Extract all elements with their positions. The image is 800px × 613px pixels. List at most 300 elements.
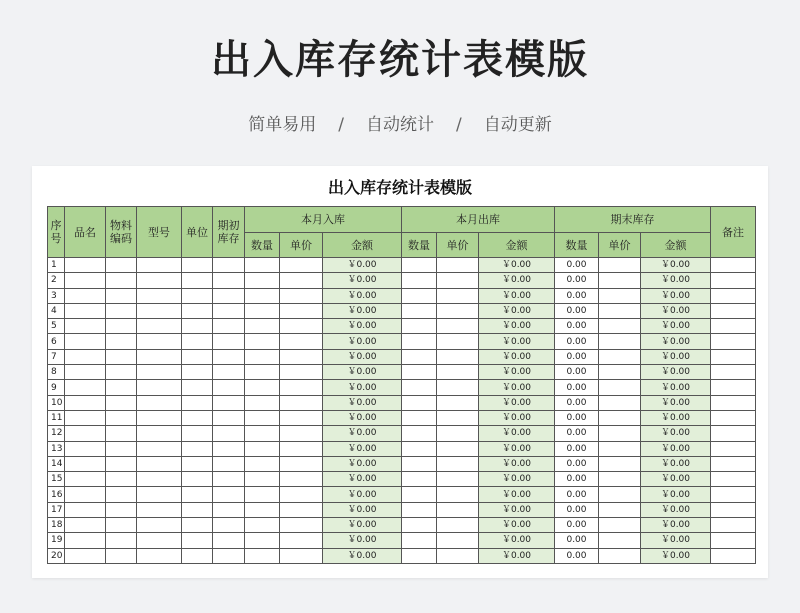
cell-code[interactable]: [106, 426, 137, 441]
cell-remark[interactable]: [711, 456, 756, 471]
cell-code[interactable]: [106, 502, 137, 517]
cell-unit[interactable]: [182, 303, 213, 318]
cell-model[interactable]: [137, 487, 182, 502]
cell-seq[interactable]: 12: [48, 426, 65, 441]
cell-out-price[interactable]: [437, 518, 479, 533]
cell-out-amount[interactable]: ￥0.00: [479, 395, 555, 410]
cell-model[interactable]: [137, 365, 182, 380]
cell-unit[interactable]: [182, 334, 213, 349]
cell-in-amount[interactable]: ￥0.00: [323, 288, 402, 303]
cell-out-price[interactable]: [437, 533, 479, 548]
cell-end-price[interactable]: [599, 502, 641, 517]
cell-opening[interactable]: [213, 349, 245, 364]
cell-seq[interactable]: 11: [48, 410, 65, 425]
cell-end-amount[interactable]: ￥0.00: [641, 380, 711, 395]
cell-opening[interactable]: [213, 365, 245, 380]
cell-opening[interactable]: [213, 288, 245, 303]
cell-end-amount[interactable]: ￥0.00: [641, 441, 711, 456]
cell-in-qty[interactable]: [245, 410, 280, 425]
cell-out-qty[interactable]: [402, 365, 437, 380]
cell-name[interactable]: [65, 410, 106, 425]
cell-name[interactable]: [65, 426, 106, 441]
cell-opening[interactable]: [213, 456, 245, 471]
cell-end-amount[interactable]: ￥0.00: [641, 456, 711, 471]
cell-in-qty[interactable]: [245, 533, 280, 548]
cell-in-amount[interactable]: ￥0.00: [323, 303, 402, 318]
cell-seq[interactable]: 6: [48, 334, 65, 349]
cell-unit[interactable]: [182, 472, 213, 487]
cell-end-qty[interactable]: 0.00: [555, 533, 599, 548]
cell-out-amount[interactable]: ￥0.00: [479, 288, 555, 303]
cell-opening[interactable]: [213, 410, 245, 425]
cell-code[interactable]: [106, 380, 137, 395]
cell-out-amount[interactable]: ￥0.00: [479, 380, 555, 395]
cell-end-amount[interactable]: ￥0.00: [641, 395, 711, 410]
cell-in-price[interactable]: [280, 487, 323, 502]
cell-in-qty[interactable]: [245, 456, 280, 471]
cell-name[interactable]: [65, 319, 106, 334]
cell-code[interactable]: [106, 273, 137, 288]
cell-name[interactable]: [65, 502, 106, 517]
cell-out-qty[interactable]: [402, 533, 437, 548]
cell-name[interactable]: [65, 518, 106, 533]
cell-in-amount[interactable]: ￥0.00: [323, 426, 402, 441]
cell-end-qty[interactable]: 0.00: [555, 548, 599, 563]
cell-code[interactable]: [106, 472, 137, 487]
cell-in-amount[interactable]: ￥0.00: [323, 533, 402, 548]
cell-unit[interactable]: [182, 380, 213, 395]
cell-remark[interactable]: [711, 472, 756, 487]
cell-end-amount[interactable]: ￥0.00: [641, 426, 711, 441]
cell-unit[interactable]: [182, 319, 213, 334]
cell-remark[interactable]: [711, 380, 756, 395]
cell-out-price[interactable]: [437, 288, 479, 303]
cell-model[interactable]: [137, 410, 182, 425]
cell-opening[interactable]: [213, 518, 245, 533]
cell-out-price[interactable]: [437, 258, 479, 273]
cell-out-qty[interactable]: [402, 487, 437, 502]
cell-in-price[interactable]: [280, 472, 323, 487]
cell-out-amount[interactable]: ￥0.00: [479, 349, 555, 364]
cell-seq[interactable]: 1: [48, 258, 65, 273]
cell-out-qty[interactable]: [402, 349, 437, 364]
cell-unit[interactable]: [182, 426, 213, 441]
cell-code[interactable]: [106, 533, 137, 548]
cell-remark[interactable]: [711, 273, 756, 288]
cell-out-price[interactable]: [437, 548, 479, 563]
cell-end-amount[interactable]: ￥0.00: [641, 518, 711, 533]
cell-in-price[interactable]: [280, 319, 323, 334]
cell-in-qty[interactable]: [245, 273, 280, 288]
cell-end-qty[interactable]: 0.00: [555, 410, 599, 425]
cell-end-amount[interactable]: ￥0.00: [641, 349, 711, 364]
cell-end-qty[interactable]: 0.00: [555, 365, 599, 380]
cell-end-price[interactable]: [599, 349, 641, 364]
cell-in-qty[interactable]: [245, 334, 280, 349]
cell-remark[interactable]: [711, 487, 756, 502]
cell-in-price[interactable]: [280, 441, 323, 456]
cell-out-qty[interactable]: [402, 273, 437, 288]
cell-end-price[interactable]: [599, 288, 641, 303]
cell-end-amount[interactable]: ￥0.00: [641, 258, 711, 273]
cell-in-amount[interactable]: ￥0.00: [323, 410, 402, 425]
cell-in-amount[interactable]: ￥0.00: [323, 334, 402, 349]
cell-opening[interactable]: [213, 303, 245, 318]
cell-in-amount[interactable]: ￥0.00: [323, 273, 402, 288]
cell-end-amount[interactable]: ￥0.00: [641, 472, 711, 487]
cell-code[interactable]: [106, 456, 137, 471]
cell-end-qty[interactable]: 0.00: [555, 487, 599, 502]
cell-code[interactable]: [106, 441, 137, 456]
cell-unit[interactable]: [182, 441, 213, 456]
cell-remark[interactable]: [711, 288, 756, 303]
cell-name[interactable]: [65, 349, 106, 364]
cell-end-price[interactable]: [599, 518, 641, 533]
cell-in-qty[interactable]: [245, 487, 280, 502]
cell-end-amount[interactable]: ￥0.00: [641, 548, 711, 563]
cell-in-amount[interactable]: ￥0.00: [323, 548, 402, 563]
cell-seq[interactable]: 17: [48, 502, 65, 517]
cell-out-qty[interactable]: [402, 426, 437, 441]
cell-remark[interactable]: [711, 410, 756, 425]
cell-model[interactable]: [137, 319, 182, 334]
cell-in-qty[interactable]: [245, 502, 280, 517]
cell-remark[interactable]: [711, 258, 756, 273]
cell-end-price[interactable]: [599, 456, 641, 471]
cell-unit[interactable]: [182, 487, 213, 502]
cell-out-qty[interactable]: [402, 258, 437, 273]
cell-out-amount[interactable]: ￥0.00: [479, 502, 555, 517]
cell-model[interactable]: [137, 334, 182, 349]
cell-in-qty[interactable]: [245, 365, 280, 380]
cell-in-amount[interactable]: ￥0.00: [323, 472, 402, 487]
cell-name[interactable]: [65, 441, 106, 456]
cell-out-price[interactable]: [437, 273, 479, 288]
cell-in-price[interactable]: [280, 380, 323, 395]
cell-end-price[interactable]: [599, 548, 641, 563]
cell-out-amount[interactable]: ￥0.00: [479, 258, 555, 273]
cell-end-price[interactable]: [599, 334, 641, 349]
cell-in-price[interactable]: [280, 395, 323, 410]
cell-end-amount[interactable]: ￥0.00: [641, 288, 711, 303]
cell-model[interactable]: [137, 288, 182, 303]
cell-name[interactable]: [65, 472, 106, 487]
cell-in-qty[interactable]: [245, 472, 280, 487]
cell-name[interactable]: [65, 273, 106, 288]
cell-end-price[interactable]: [599, 426, 641, 441]
cell-model[interactable]: [137, 258, 182, 273]
cell-remark[interactable]: [711, 441, 756, 456]
cell-in-price[interactable]: [280, 426, 323, 441]
cell-remark[interactable]: [711, 518, 756, 533]
cell-in-amount[interactable]: ￥0.00: [323, 395, 402, 410]
cell-out-qty[interactable]: [402, 303, 437, 318]
cell-in-qty[interactable]: [245, 258, 280, 273]
cell-unit[interactable]: [182, 533, 213, 548]
cell-name[interactable]: [65, 258, 106, 273]
cell-code[interactable]: [106, 334, 137, 349]
cell-end-price[interactable]: [599, 395, 641, 410]
cell-end-price[interactable]: [599, 273, 641, 288]
cell-opening[interactable]: [213, 426, 245, 441]
cell-out-qty[interactable]: [402, 334, 437, 349]
cell-model[interactable]: [137, 548, 182, 563]
cell-model[interactable]: [137, 441, 182, 456]
cell-seq[interactable]: 19: [48, 533, 65, 548]
cell-in-price[interactable]: [280, 456, 323, 471]
cell-end-qty[interactable]: 0.00: [555, 349, 599, 364]
cell-in-qty[interactable]: [245, 303, 280, 318]
cell-end-amount[interactable]: ￥0.00: [641, 410, 711, 425]
cell-opening[interactable]: [213, 487, 245, 502]
cell-end-amount[interactable]: ￥0.00: [641, 319, 711, 334]
cell-seq[interactable]: 20: [48, 548, 65, 563]
cell-end-amount[interactable]: ￥0.00: [641, 273, 711, 288]
cell-out-qty[interactable]: [402, 456, 437, 471]
cell-code[interactable]: [106, 288, 137, 303]
cell-end-price[interactable]: [599, 441, 641, 456]
cell-seq[interactable]: 18: [48, 518, 65, 533]
cell-end-qty[interactable]: 0.00: [555, 441, 599, 456]
cell-name[interactable]: [65, 288, 106, 303]
cell-model[interactable]: [137, 456, 182, 471]
cell-end-price[interactable]: [599, 410, 641, 425]
cell-in-price[interactable]: [280, 349, 323, 364]
cell-opening[interactable]: [213, 472, 245, 487]
cell-opening[interactable]: [213, 548, 245, 563]
cell-model[interactable]: [137, 273, 182, 288]
cell-remark[interactable]: [711, 533, 756, 548]
cell-end-amount[interactable]: ￥0.00: [641, 502, 711, 517]
cell-end-amount[interactable]: ￥0.00: [641, 303, 711, 318]
cell-remark[interactable]: [711, 426, 756, 441]
cell-end-price[interactable]: [599, 380, 641, 395]
cell-end-qty[interactable]: 0.00: [555, 395, 599, 410]
cell-out-amount[interactable]: ￥0.00: [479, 487, 555, 502]
cell-out-price[interactable]: [437, 365, 479, 380]
cell-remark[interactable]: [711, 303, 756, 318]
cell-out-qty[interactable]: [402, 410, 437, 425]
cell-end-price[interactable]: [599, 487, 641, 502]
cell-seq[interactable]: 16: [48, 487, 65, 502]
cell-out-qty[interactable]: [402, 472, 437, 487]
cell-name[interactable]: [65, 380, 106, 395]
cell-opening[interactable]: [213, 441, 245, 456]
cell-code[interactable]: [106, 319, 137, 334]
cell-unit[interactable]: [182, 273, 213, 288]
cell-name[interactable]: [65, 456, 106, 471]
cell-in-amount[interactable]: ￥0.00: [323, 518, 402, 533]
cell-out-price[interactable]: [437, 380, 479, 395]
cell-code[interactable]: [106, 410, 137, 425]
cell-unit[interactable]: [182, 456, 213, 471]
cell-in-price[interactable]: [280, 410, 323, 425]
cell-out-price[interactable]: [437, 487, 479, 502]
cell-opening[interactable]: [213, 334, 245, 349]
cell-in-price[interactable]: [280, 273, 323, 288]
cell-end-qty[interactable]: 0.00: [555, 426, 599, 441]
cell-name[interactable]: [65, 334, 106, 349]
cell-code[interactable]: [106, 518, 137, 533]
cell-opening[interactable]: [213, 380, 245, 395]
cell-unit[interactable]: [182, 518, 213, 533]
cell-code[interactable]: [106, 303, 137, 318]
cell-model[interactable]: [137, 380, 182, 395]
cell-seq[interactable]: 4: [48, 303, 65, 318]
cell-unit[interactable]: [182, 288, 213, 303]
cell-unit[interactable]: [182, 365, 213, 380]
cell-opening[interactable]: [213, 319, 245, 334]
cell-end-amount[interactable]: ￥0.00: [641, 533, 711, 548]
cell-end-amount[interactable]: ￥0.00: [641, 487, 711, 502]
cell-model[interactable]: [137, 472, 182, 487]
cell-end-qty[interactable]: 0.00: [555, 502, 599, 517]
cell-seq[interactable]: 2: [48, 273, 65, 288]
cell-unit[interactable]: [182, 502, 213, 517]
cell-seq[interactable]: 10: [48, 395, 65, 410]
cell-unit[interactable]: [182, 349, 213, 364]
cell-in-price[interactable]: [280, 288, 323, 303]
cell-seq[interactable]: 5: [48, 319, 65, 334]
cell-code[interactable]: [106, 349, 137, 364]
cell-out-qty[interactable]: [402, 502, 437, 517]
cell-end-price[interactable]: [599, 319, 641, 334]
cell-unit[interactable]: [182, 258, 213, 273]
cell-out-qty[interactable]: [402, 288, 437, 303]
cell-out-price[interactable]: [437, 395, 479, 410]
cell-out-amount[interactable]: ￥0.00: [479, 303, 555, 318]
cell-out-qty[interactable]: [402, 395, 437, 410]
cell-end-qty[interactable]: 0.00: [555, 273, 599, 288]
cell-out-amount[interactable]: ￥0.00: [479, 319, 555, 334]
cell-code[interactable]: [106, 548, 137, 563]
cell-remark[interactable]: [711, 349, 756, 364]
cell-out-price[interactable]: [437, 472, 479, 487]
cell-name[interactable]: [65, 487, 106, 502]
cell-remark[interactable]: [711, 548, 756, 563]
cell-in-price[interactable]: [280, 533, 323, 548]
cell-in-qty[interactable]: [245, 441, 280, 456]
cell-end-qty[interactable]: 0.00: [555, 456, 599, 471]
cell-in-qty[interactable]: [245, 288, 280, 303]
cell-in-amount[interactable]: ￥0.00: [323, 380, 402, 395]
cell-model[interactable]: [137, 303, 182, 318]
cell-end-qty[interactable]: 0.00: [555, 319, 599, 334]
cell-out-price[interactable]: [437, 303, 479, 318]
cell-seq[interactable]: 9: [48, 380, 65, 395]
cell-end-qty[interactable]: 0.00: [555, 258, 599, 273]
cell-model[interactable]: [137, 426, 182, 441]
cell-out-qty[interactable]: [402, 380, 437, 395]
cell-out-amount[interactable]: ￥0.00: [479, 441, 555, 456]
cell-opening[interactable]: [213, 395, 245, 410]
cell-name[interactable]: [65, 303, 106, 318]
cell-end-amount[interactable]: ￥0.00: [641, 334, 711, 349]
cell-out-price[interactable]: [437, 441, 479, 456]
cell-in-qty[interactable]: [245, 548, 280, 563]
cell-out-price[interactable]: [437, 426, 479, 441]
cell-out-amount[interactable]: ￥0.00: [479, 410, 555, 425]
cell-out-amount[interactable]: ￥0.00: [479, 518, 555, 533]
cell-seq[interactable]: 15: [48, 472, 65, 487]
cell-end-qty[interactable]: 0.00: [555, 303, 599, 318]
cell-end-qty[interactable]: 0.00: [555, 518, 599, 533]
cell-in-price[interactable]: [280, 303, 323, 318]
cell-out-amount[interactable]: ￥0.00: [479, 334, 555, 349]
cell-in-amount[interactable]: ￥0.00: [323, 258, 402, 273]
cell-end-qty[interactable]: 0.00: [555, 288, 599, 303]
cell-in-qty[interactable]: [245, 319, 280, 334]
cell-seq[interactable]: 7: [48, 349, 65, 364]
cell-unit[interactable]: [182, 410, 213, 425]
cell-end-price[interactable]: [599, 365, 641, 380]
cell-in-price[interactable]: [280, 502, 323, 517]
cell-name[interactable]: [65, 548, 106, 563]
cell-name[interactable]: [65, 533, 106, 548]
cell-out-qty[interactable]: [402, 441, 437, 456]
cell-remark[interactable]: [711, 502, 756, 517]
cell-out-qty[interactable]: [402, 518, 437, 533]
cell-model[interactable]: [137, 502, 182, 517]
cell-seq[interactable]: 8: [48, 365, 65, 380]
cell-name[interactable]: [65, 395, 106, 410]
cell-code[interactable]: [106, 395, 137, 410]
cell-code[interactable]: [106, 365, 137, 380]
cell-out-amount[interactable]: ￥0.00: [479, 365, 555, 380]
cell-out-amount[interactable]: ￥0.00: [479, 426, 555, 441]
cell-model[interactable]: [137, 395, 182, 410]
cell-end-price[interactable]: [599, 303, 641, 318]
cell-unit[interactable]: [182, 548, 213, 563]
cell-out-price[interactable]: [437, 502, 479, 517]
cell-end-price[interactable]: [599, 533, 641, 548]
cell-in-qty[interactable]: [245, 426, 280, 441]
cell-code[interactable]: [106, 487, 137, 502]
cell-out-qty[interactable]: [402, 319, 437, 334]
cell-in-price[interactable]: [280, 548, 323, 563]
cell-in-qty[interactable]: [245, 395, 280, 410]
cell-end-amount[interactable]: ￥0.00: [641, 365, 711, 380]
cell-out-qty[interactable]: [402, 548, 437, 563]
cell-in-amount[interactable]: ￥0.00: [323, 441, 402, 456]
cell-out-amount[interactable]: ￥0.00: [479, 273, 555, 288]
cell-model[interactable]: [137, 518, 182, 533]
cell-seq[interactable]: 14: [48, 456, 65, 471]
cell-unit[interactable]: [182, 395, 213, 410]
cell-in-amount[interactable]: ￥0.00: [323, 365, 402, 380]
cell-end-price[interactable]: [599, 258, 641, 273]
cell-in-qty[interactable]: [245, 518, 280, 533]
cell-end-price[interactable]: [599, 472, 641, 487]
cell-opening[interactable]: [213, 258, 245, 273]
cell-out-price[interactable]: [437, 410, 479, 425]
cell-in-amount[interactable]: ￥0.00: [323, 349, 402, 364]
cell-code[interactable]: [106, 258, 137, 273]
cell-out-price[interactable]: [437, 319, 479, 334]
cell-in-price[interactable]: [280, 258, 323, 273]
cell-in-amount[interactable]: ￥0.00: [323, 487, 402, 502]
cell-remark[interactable]: [711, 365, 756, 380]
cell-opening[interactable]: [213, 273, 245, 288]
cell-in-qty[interactable]: [245, 349, 280, 364]
cell-name[interactable]: [65, 365, 106, 380]
cell-seq[interactable]: 13: [48, 441, 65, 456]
cell-in-amount[interactable]: ￥0.00: [323, 502, 402, 517]
cell-in-price[interactable]: [280, 518, 323, 533]
cell-end-qty[interactable]: 0.00: [555, 472, 599, 487]
cell-out-amount[interactable]: ￥0.00: [479, 533, 555, 548]
cell-model[interactable]: [137, 349, 182, 364]
